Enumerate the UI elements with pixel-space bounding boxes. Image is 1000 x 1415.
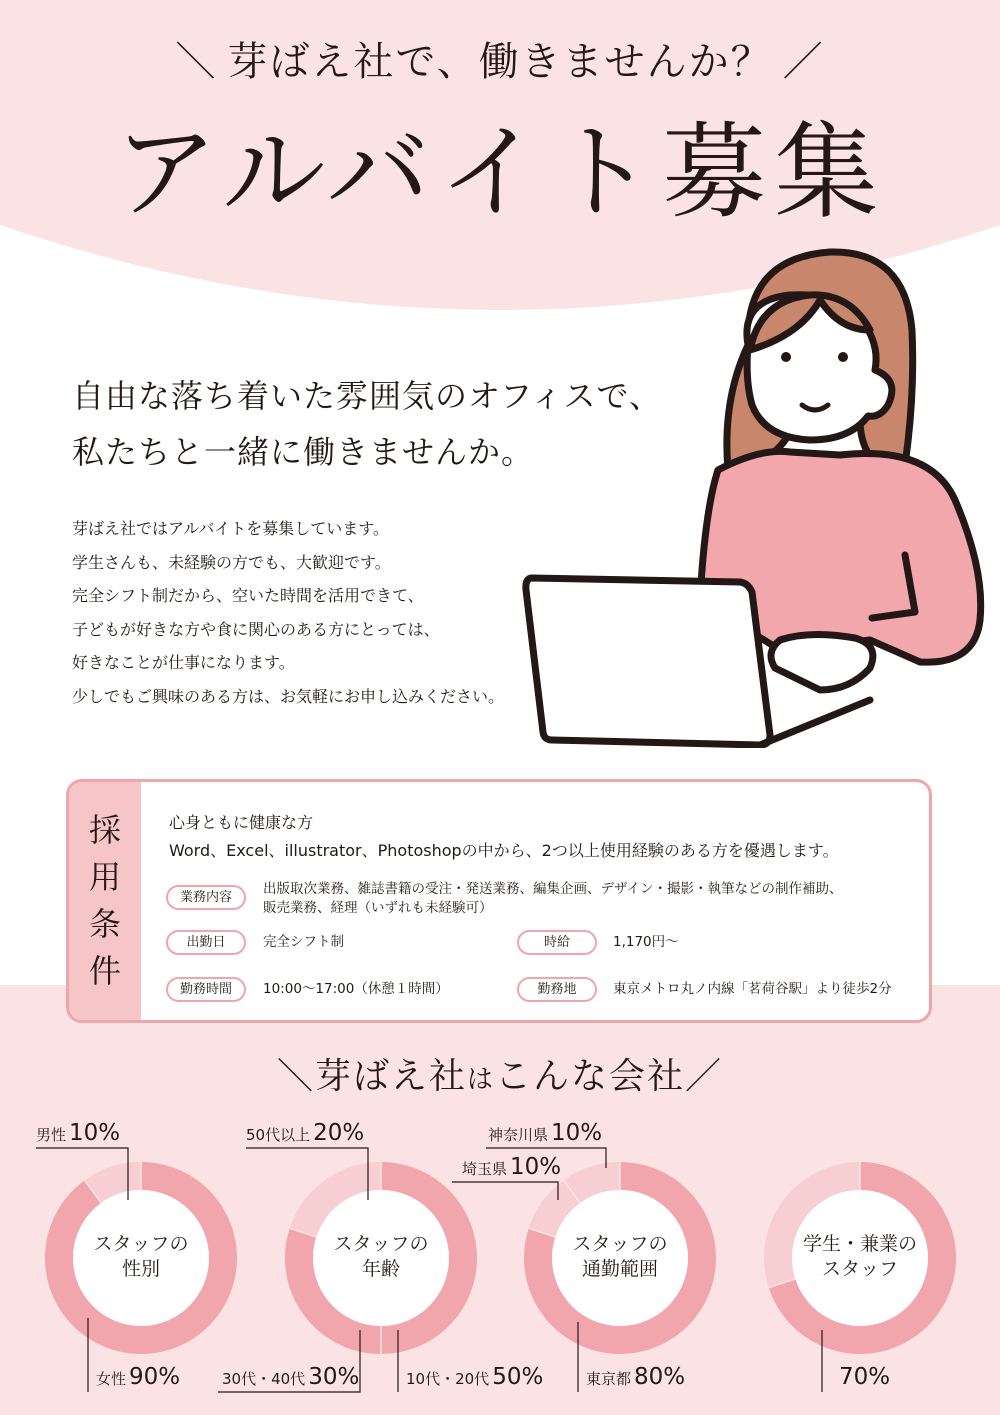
label-char: 件 (88, 952, 121, 990)
callout-label (488, 1122, 602, 1145)
callout-percent: 10% (551, 1120, 603, 1146)
callout-name: 埼玉県 (462, 1160, 508, 1178)
donut-center-label (313, 1232, 449, 1282)
callout-name: 女性 (96, 1370, 127, 1388)
donut-center-label (73, 1232, 209, 1282)
hours-pill: 勤務時間 (166, 977, 246, 1002)
label-char: 採 (88, 811, 121, 849)
donut-title-line: スタッフの (93, 1233, 189, 1255)
callout-label (222, 1366, 359, 1389)
callout-percent: 10% (510, 1154, 562, 1180)
callout-label (36, 1122, 120, 1145)
slash-left: ＼ (276, 1056, 315, 1097)
company-desc: こんな会社 (495, 1056, 686, 1097)
callout-percent: 50% (492, 1364, 544, 1390)
donut-center-label (792, 1232, 928, 1282)
job-content-value: 販売業務、経理（いずれも未経験可） (263, 900, 493, 916)
page-title: アルバイト募集 (113, 111, 887, 233)
donut-title-line: スタッフの (333, 1233, 429, 1255)
callout-label (96, 1366, 180, 1389)
callout-label (246, 1122, 364, 1145)
job-content-pill: 業務内容 (166, 885, 246, 910)
workdays-pill: 出勤日 (166, 930, 246, 955)
slash-right: ／ (685, 1056, 724, 1097)
callout-name: 50代以上 (246, 1126, 311, 1144)
donut-slice (93, 1176, 141, 1192)
location-value: 東京メトロ丸ノ内線「茗荷谷駅」より徒歩2分 (613, 981, 892, 997)
donut-center-label (552, 1232, 688, 1282)
label-char: 条 (88, 905, 121, 943)
body-line: 芽ばえ社ではアルバイトを募集しています。 (72, 519, 389, 538)
callout-label (586, 1366, 685, 1389)
donut-title-line: スタッフの (572, 1233, 668, 1255)
label-char: 用 (88, 858, 121, 896)
catch-text: 芽ばえ社で、働きませんか？ (227, 39, 773, 85)
callout-line (452, 1182, 558, 1200)
callout-percent: 80% (634, 1364, 686, 1390)
lead-line: 私たちと一緒に働きませんか。 (72, 433, 535, 471)
body-line: 子どもが好きな方や食に関心のある方にとっては、 (72, 619, 440, 639)
slash-right: ／ (782, 39, 825, 85)
callout-name: 東京都 (586, 1370, 632, 1388)
body-line: 好きなことが仕事になります。 (72, 653, 295, 672)
callout-name: 30代・40代 (222, 1370, 306, 1388)
hours-value: 10:00〜17:00（休憩１時間） (263, 981, 449, 997)
body-line: 少しでもご興味のある方は、お気軽にお申し込みください。 (72, 686, 505, 706)
location-pill: 勤務地 (517, 977, 597, 1002)
donut-slice (572, 1176, 620, 1192)
body-line: 学生さんも、未経験の方でも、大歓迎です。 (72, 552, 391, 572)
wage-pill: 時給 (517, 930, 597, 955)
donut-title-line: 学生・兼業の (802, 1233, 917, 1255)
body-line: 完全シフト制だから、空いた時間を活用できて、 (72, 586, 424, 605)
callout-name: 10代・20代 (406, 1370, 490, 1388)
wage-value: 1,170円〜 (613, 934, 679, 950)
callout-label (462, 1156, 561, 1179)
condition-line: 心身ともに健康な方 (169, 813, 314, 832)
lead-line: 自由な落ち着いた雰囲気のオフィスで、 (72, 377, 662, 415)
donut-title-line: スタッフ (821, 1258, 898, 1280)
company-name: 芽ばえ社 (314, 1056, 467, 1097)
donut-title-line: 性別 (121, 1258, 160, 1280)
donut-title-line: 年齢 (361, 1258, 400, 1280)
callout-label (836, 1366, 890, 1389)
particle: は (466, 1065, 495, 1095)
slash-left: ＼ (175, 39, 218, 85)
callout-name: 男性 (36, 1126, 67, 1144)
callout-label (406, 1366, 543, 1389)
callout-percent: 20% (313, 1120, 365, 1146)
callout-name: 神奈川県 (488, 1126, 549, 1144)
job-content-value: 出版取次業務、雑誌書籍の受注・発送業務、編集企画、デザイン・撮影・執筆などの制作補助、 (263, 881, 843, 897)
callout-percent: 30% (308, 1364, 360, 1390)
condition-line: Word、Excel、illustrator、Photoshopの中から、2つ以上使用経験のある方を優遇します。 (169, 841, 839, 860)
callout-percent: 70% (839, 1364, 891, 1390)
callout-percent: 10% (69, 1120, 121, 1146)
workdays-value: 完全シフト制 (263, 934, 344, 950)
callout-percent: 90% (129, 1364, 181, 1390)
donut-title-line: 通勤範囲 (581, 1258, 658, 1280)
